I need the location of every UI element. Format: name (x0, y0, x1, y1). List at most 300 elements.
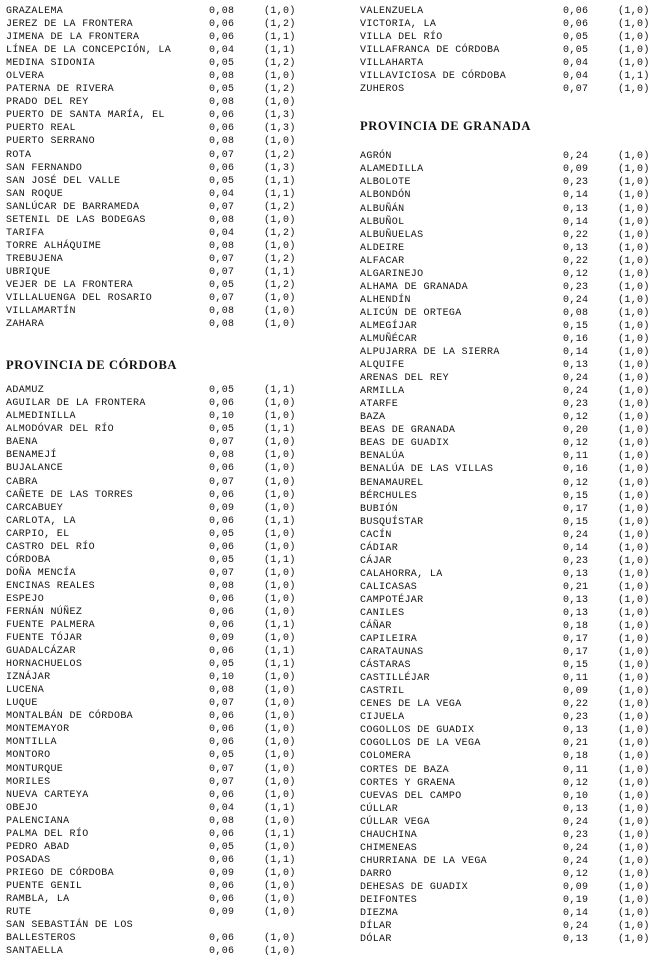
parameter-code: (1,0) (618, 307, 650, 319)
coefficient-value: 0,15 (563, 516, 589, 528)
coefficient-value: 0,07 (209, 763, 235, 775)
municipality-name: COGOLLOS DE LA VEGA (360, 738, 481, 750)
parameter-code: (1,0) (618, 347, 650, 359)
table-row (6, 802, 306, 815)
coefficient-value: 0,06 (209, 828, 235, 840)
municipality-name: DÍLAR (360, 921, 392, 933)
municipality-name: BAZA (360, 412, 386, 424)
table-row (6, 932, 306, 945)
coefficient-value: 0,05 (563, 32, 589, 44)
coefficient-value: 0,13 (563, 594, 589, 606)
coefficient-value: 0,09 (563, 881, 589, 893)
coefficient-value: 0,06 (209, 489, 235, 501)
coefficient-value: 0,09 (563, 686, 589, 698)
parameter-code: (1,1) (264, 646, 296, 658)
coefficient-value: 0,04 (209, 188, 235, 200)
municipality-name: DIEZMA (360, 908, 399, 920)
parameter-code: (1,0) (618, 360, 650, 372)
municipality-name: VALENZUELA (360, 6, 424, 17)
municipality-name: LUQUE (6, 698, 38, 710)
municipality-name: RAMBLA, LA (6, 894, 70, 905)
parameter-code: (1,1) (264, 32, 296, 44)
table-row (360, 463, 660, 476)
municipality-name: NUEVA CARTEYA (6, 789, 89, 801)
parameter-code: (1,0) (264, 685, 296, 697)
municipality-name: FUENTE PALMERA (6, 620, 95, 632)
parameter-code: (1,0) (618, 555, 650, 567)
table-row (6, 515, 306, 528)
parameter-code: (1,0) (264, 789, 296, 801)
parameter-code: (1,0) (264, 541, 296, 553)
coefficient-value: 0,24 (563, 816, 589, 828)
parameter-code: (1,0) (264, 411, 296, 423)
table-row (360, 581, 660, 594)
municipality-name: ALICÚN DE ORTEGA (360, 307, 462, 319)
municipality-name: CACÍN (360, 529, 392, 541)
parameter-code: (1,0) (264, 633, 296, 645)
municipality-name: DOÑA MENCÍA (6, 567, 76, 579)
parameter-code: (1,0) (618, 908, 650, 920)
table-row (6, 318, 306, 331)
parameter-code: (1,0) (618, 412, 650, 424)
table-row (6, 410, 306, 423)
table-row (6, 135, 306, 148)
municipality-name: CHIMENEAS (360, 842, 418, 854)
coefficient-value: 0,14 (563, 908, 589, 920)
table-row (360, 737, 660, 750)
table-row (6, 671, 306, 684)
municipality-name: CASTRIL (360, 686, 405, 698)
municipality-name: CHURRIANA DE LA VEGA (360, 855, 488, 867)
coefficient-value: 0,08 (209, 319, 235, 331)
parameter-code: (1,0) (618, 503, 650, 515)
parameter-code: (1,0) (618, 777, 650, 789)
table-row (6, 292, 306, 305)
coefficient-value: 0,21 (563, 581, 589, 593)
municipality-name: FERNÁN NÚÑEZ (6, 606, 83, 618)
table-row (6, 96, 306, 109)
municipality-name: BENAMEJÍ (6, 450, 57, 462)
parameter-code: (1,0) (618, 255, 650, 267)
parameter-code: (1,0) (264, 593, 296, 605)
municipality-name: ALMEDINILLA (6, 411, 76, 423)
municipality-name: ALBOLOTE (360, 177, 411, 189)
coefficient-value: 0,06 (209, 854, 235, 866)
table-row (360, 790, 660, 803)
parameter-code: (1,1) (264, 175, 296, 187)
parameter-code: (1,0) (618, 151, 650, 163)
municipality-name: ARMILLA (360, 386, 405, 398)
parameter-code: (1,0) (618, 621, 650, 633)
table-row (360, 516, 660, 529)
table-row (360, 933, 660, 946)
table-row (360, 216, 660, 229)
coefficient-value: 0,09 (209, 907, 235, 919)
municipality-name: MONTALBÁN DE CÓRDOBA (6, 711, 134, 723)
coefficient-value: 0,08 (563, 307, 589, 319)
coefficient-value: 0,06 (209, 463, 235, 475)
coefficient-value: 0,06 (209, 162, 235, 174)
coefficient-value: 0,08 (209, 685, 235, 697)
coefficient-value: 0,12 (563, 777, 589, 789)
table-row (6, 567, 306, 580)
table-row (360, 672, 660, 685)
municipality-name: ALHAMA DE GRANADA (360, 281, 468, 293)
coefficient-value: 0,06 (209, 646, 235, 658)
coefficient-value: 0,11 (563, 451, 589, 463)
municipality-name: PUERTO REAL (6, 123, 76, 135)
municipality-name: ALMUÑÉCAR (360, 333, 418, 345)
table-row (360, 633, 660, 646)
coefficient-value: 0,18 (563, 751, 589, 763)
table-row (360, 659, 660, 672)
parameter-code: (1,0) (264, 946, 296, 958)
table-row (360, 31, 660, 44)
coefficient-value: 0,08 (209, 580, 235, 592)
table-row (360, 83, 660, 96)
municipality-name: VILLA DEL RÍO (360, 32, 443, 44)
coefficient-value: 0,14 (563, 190, 589, 202)
municipality-name: SAN JOSÉ DEL VALLE (6, 175, 121, 187)
coefficient-value: 0,07 (209, 293, 235, 305)
section-heading-cordoba: PROVINCIA DE CÓRDOBA (6, 358, 178, 373)
municipality-name: BALLESTEROS (6, 933, 76, 945)
table-row (6, 83, 306, 96)
table-row (6, 188, 306, 201)
parameter-code: (1,0) (264, 711, 296, 723)
parameter-code: (1,0) (618, 725, 650, 737)
coefficient-value: 0,05 (209, 279, 235, 291)
municipality-name: CARATAUNAS (360, 647, 424, 659)
municipality-name: CASTRO DEL RÍO (6, 541, 95, 553)
parameter-code: (1,0) (618, 581, 650, 593)
municipality-name: MONTEMAYOR (6, 724, 70, 736)
table-row (6, 945, 306, 958)
coefficient-value: 0,09 (209, 633, 235, 645)
parameter-code: (1,0) (264, 737, 296, 749)
table-row (360, 307, 660, 320)
table-row (360, 685, 660, 698)
municipality-name: RUTE (6, 907, 32, 919)
municipality-name: GRAZALEMA (6, 6, 64, 17)
coefficient-value: 0,14 (563, 542, 589, 554)
municipality-name: CÁDIAR (360, 542, 399, 554)
parameter-code: (1,0) (618, 594, 650, 606)
municipality-name: ALDEIRE (360, 242, 405, 254)
parameter-code: (1,1) (264, 659, 296, 671)
parameter-code: (1,0) (618, 6, 650, 17)
table-row (6, 240, 306, 253)
parameter-code: (1,0) (618, 699, 650, 711)
coefficient-value: 0,12 (563, 412, 589, 424)
parameter-code: (1,0) (618, 751, 650, 763)
parameter-code: (1,2) (264, 19, 296, 31)
municipality-name: POSADAS (6, 854, 51, 866)
coefficient-value: 0,06 (209, 606, 235, 618)
table-row (6, 658, 306, 671)
table-row (6, 109, 306, 122)
parameter-code: (1,0) (264, 450, 296, 462)
table-row (360, 398, 660, 411)
municipality-name: SETENIL DE LAS BODEGAS (6, 214, 146, 226)
municipality-name: ALMODÓVAR DEL RÍO (6, 424, 114, 436)
table-row (360, 555, 660, 568)
table-row (6, 149, 306, 162)
table-row (360, 920, 660, 933)
municipality-name: LÍNEA DE LA CONCEPCIÓN, LA (6, 45, 172, 57)
table-row (6, 476, 306, 489)
municipality-name: ROTA (6, 149, 32, 161)
municipality-name: BÉRCHULES (360, 490, 418, 502)
coefficient-value: 0,12 (563, 268, 589, 280)
municipality-name: ZAHARA (6, 319, 45, 331)
parameter-code: (1,2) (264, 201, 296, 213)
coefficient-value: 0,08 (209, 815, 235, 827)
parameter-code: (1,0) (264, 815, 296, 827)
coefficient-value: 0,05 (209, 841, 235, 853)
parameter-code: (1,0) (264, 463, 296, 475)
parameter-code: (1,2) (264, 149, 296, 161)
table-row (360, 894, 660, 907)
table-row (6, 5, 306, 18)
table-row (6, 305, 306, 318)
municipality-name: ALHENDÍN (360, 294, 411, 306)
municipality-name: VILLAHARTA (360, 58, 424, 70)
table-row (6, 122, 306, 135)
municipality-list-granada (360, 150, 660, 946)
table-row (360, 189, 660, 202)
parameter-code: (1,2) (264, 279, 296, 291)
coefficient-value: 0,07 (209, 776, 235, 788)
municipality-name: JIMENA DE LA FRONTERA (6, 32, 140, 44)
table-row (360, 281, 660, 294)
parameter-code: (1,0) (618, 868, 650, 880)
coefficient-value: 0,21 (563, 738, 589, 750)
parameter-code: (1,0) (264, 698, 296, 710)
table-row (6, 528, 306, 541)
coefficient-value: 0,12 (563, 438, 589, 450)
parameter-code: (1,0) (264, 750, 296, 762)
table-row (6, 397, 306, 410)
parameter-code: (1,0) (618, 842, 650, 854)
parameter-code: (1,0) (264, 580, 296, 592)
parameter-code: (1,0) (618, 568, 650, 580)
coefficient-value: 0,13 (563, 725, 589, 737)
municipality-name: TORRE ALHÁQUIME (6, 240, 102, 252)
table-row (360, 372, 660, 385)
parameter-code: (1,0) (618, 855, 650, 867)
coefficient-value: 0,24 (563, 529, 589, 541)
parameter-code: (1,0) (264, 776, 296, 788)
municipality-name: CALAHORRA, LA (360, 568, 443, 580)
parameter-code: (1,0) (264, 528, 296, 540)
table-row (360, 44, 660, 57)
table-row (360, 803, 660, 816)
parameter-code: (1,0) (618, 829, 650, 841)
coefficient-value: 0,06 (209, 541, 235, 553)
table-row (6, 815, 306, 828)
table-row (6, 906, 306, 919)
table-row (360, 18, 660, 31)
municipality-name: ALPUJARRA DE LA SIERRA (360, 347, 500, 359)
table-row (360, 411, 660, 424)
municipality-name: OBEJO (6, 802, 38, 814)
table-row (360, 450, 660, 463)
parameter-code: (1,0) (264, 319, 296, 331)
municipality-name: AGUILAR DE LA FRONTERA (6, 398, 146, 410)
coefficient-value: 0,23 (563, 177, 589, 189)
table-row (6, 489, 306, 502)
municipality-name: SAN SEBASTIÁN DE LOS (6, 920, 134, 932)
coefficient-value: 0,09 (209, 867, 235, 879)
municipality-name: MEDINA SIDONIA (6, 58, 95, 70)
municipality-name: ALQUIFE (360, 360, 405, 372)
table-row (360, 620, 660, 633)
municipality-name: CAÑETE DE LAS TORRES (6, 489, 134, 501)
table-row (360, 842, 660, 855)
parameter-code: (1,0) (264, 672, 296, 684)
coefficient-value: 0,07 (209, 266, 235, 278)
municipality-name: COGOLLOS DE GUADIX (360, 725, 475, 737)
coefficient-value: 0,10 (209, 672, 235, 684)
parameter-code: (1,0) (618, 477, 650, 489)
table-row (360, 294, 660, 307)
parameter-code: (1,0) (618, 203, 650, 215)
municipality-name: PRIEGO DE CÓRDOBA (6, 867, 114, 879)
table-row (6, 541, 306, 554)
coefficient-value: 0,24 (563, 151, 589, 163)
coefficient-value: 0,15 (563, 320, 589, 332)
table-row (360, 70, 660, 83)
coefficient-value: 0,05 (209, 528, 235, 540)
coefficient-value: 0,07 (209, 201, 235, 213)
table-row (6, 736, 306, 749)
coefficient-value: 0,20 (563, 425, 589, 437)
coefficient-value: 0,24 (563, 294, 589, 306)
parameter-code: (1,0) (618, 425, 650, 437)
table-row (6, 175, 306, 188)
coefficient-value: 0,08 (209, 97, 235, 109)
parameter-code: (1,0) (264, 6, 296, 17)
municipality-name: BUBIÓN (360, 503, 399, 515)
coefficient-value: 0,06 (209, 19, 235, 31)
parameter-code: (1,1) (264, 424, 296, 436)
municipality-name: VILLAVICIOSA DE CÓRDOBA (360, 71, 507, 83)
coefficient-value: 0,24 (563, 386, 589, 398)
parameter-code: (1,3) (264, 110, 296, 122)
coefficient-value: 0,06 (209, 123, 235, 135)
parameter-code: (1,0) (264, 933, 296, 945)
municipality-name: CAPILEIRA (360, 634, 418, 646)
coefficient-value: 0,06 (209, 789, 235, 801)
parameter-code: (1,0) (618, 164, 650, 176)
table-row (6, 684, 306, 697)
coefficient-value: 0,23 (563, 399, 589, 411)
coefficient-value: 0,13 (563, 203, 589, 215)
municipality-name: MORILES (6, 776, 51, 788)
coefficient-value: 0,22 (563, 255, 589, 267)
parameter-code: (1,0) (264, 306, 296, 318)
municipality-name: TREBUJENA (6, 253, 64, 265)
municipality-name: IZNÁJAR (6, 672, 51, 684)
parameter-code: (1,0) (618, 45, 650, 57)
municipality-name: ALBUÑUELAS (360, 229, 424, 241)
coefficient-value: 0,13 (563, 607, 589, 619)
table-row (6, 593, 306, 606)
coefficient-value: 0,06 (209, 398, 235, 410)
table-row (6, 841, 306, 854)
municipality-name: CANILES (360, 607, 405, 619)
table-row (360, 346, 660, 359)
coefficient-value: 0,06 (209, 593, 235, 605)
municipality-name: ALGARINEJO (360, 268, 424, 280)
coefficient-value: 0,04 (209, 45, 235, 57)
table-row (360, 203, 660, 216)
municipality-name: MONTORO (6, 750, 51, 762)
municipality-name: PALENCIANA (6, 815, 70, 827)
table-row (6, 253, 306, 266)
municipality-name: ALAMEDILLA (360, 164, 424, 176)
parameter-code: (1,0) (618, 464, 650, 476)
parameter-code: (1,0) (618, 881, 650, 893)
coefficient-value: 0,06 (209, 894, 235, 905)
parameter-code: (1,0) (264, 214, 296, 226)
coefficient-value: 0,06 (209, 110, 235, 122)
municipality-name: SAN FERNANDO (6, 162, 83, 174)
parameter-code: (1,0) (618, 921, 650, 933)
parameter-code: (1,0) (618, 660, 650, 672)
parameter-code: (1,1) (264, 854, 296, 866)
coefficient-value: 0,07 (209, 698, 235, 710)
coefficient-value: 0,11 (563, 764, 589, 776)
parameter-code: (1,0) (618, 320, 650, 332)
municipality-name: CORTES Y GRAENA (360, 777, 456, 789)
table-row (360, 529, 660, 542)
coefficient-value: 0,05 (209, 659, 235, 671)
table-row (6, 18, 306, 31)
coefficient-value: 0,11 (563, 673, 589, 685)
coefficient-value: 0,10 (563, 790, 589, 802)
table-row (6, 449, 306, 462)
municipality-name: DARRO (360, 868, 392, 880)
coefficient-value: 0,05 (209, 750, 235, 762)
parameter-code: (1,1) (264, 385, 296, 397)
municipality-name: BENALÚA (360, 451, 405, 463)
table-row (360, 594, 660, 607)
municipality-name: CUEVAS DEL CAMPO (360, 790, 462, 802)
coefficient-value: 0,07 (209, 149, 235, 161)
table-row (6, 776, 306, 789)
parameter-code: (1,2) (264, 227, 296, 239)
coefficient-value: 0,24 (563, 855, 589, 867)
municipality-name: ALFACAR (360, 255, 405, 267)
table-row (360, 163, 660, 176)
parameter-code: (1,0) (264, 136, 296, 148)
table-row (6, 436, 306, 449)
table-row (6, 606, 306, 619)
coefficient-value: 0,24 (563, 921, 589, 933)
parameter-code: (1,0) (264, 567, 296, 579)
table-row (6, 266, 306, 279)
parameter-code: (1,0) (618, 895, 650, 906)
municipality-name: BUJALANCE (6, 463, 64, 475)
table-row (360, 268, 660, 281)
parameter-code: (1,0) (264, 489, 296, 501)
municipality-name: AGRÓN (360, 151, 392, 163)
table-row (360, 320, 660, 333)
table-row (360, 255, 660, 268)
municipality-name: UBRIQUE (6, 266, 51, 278)
